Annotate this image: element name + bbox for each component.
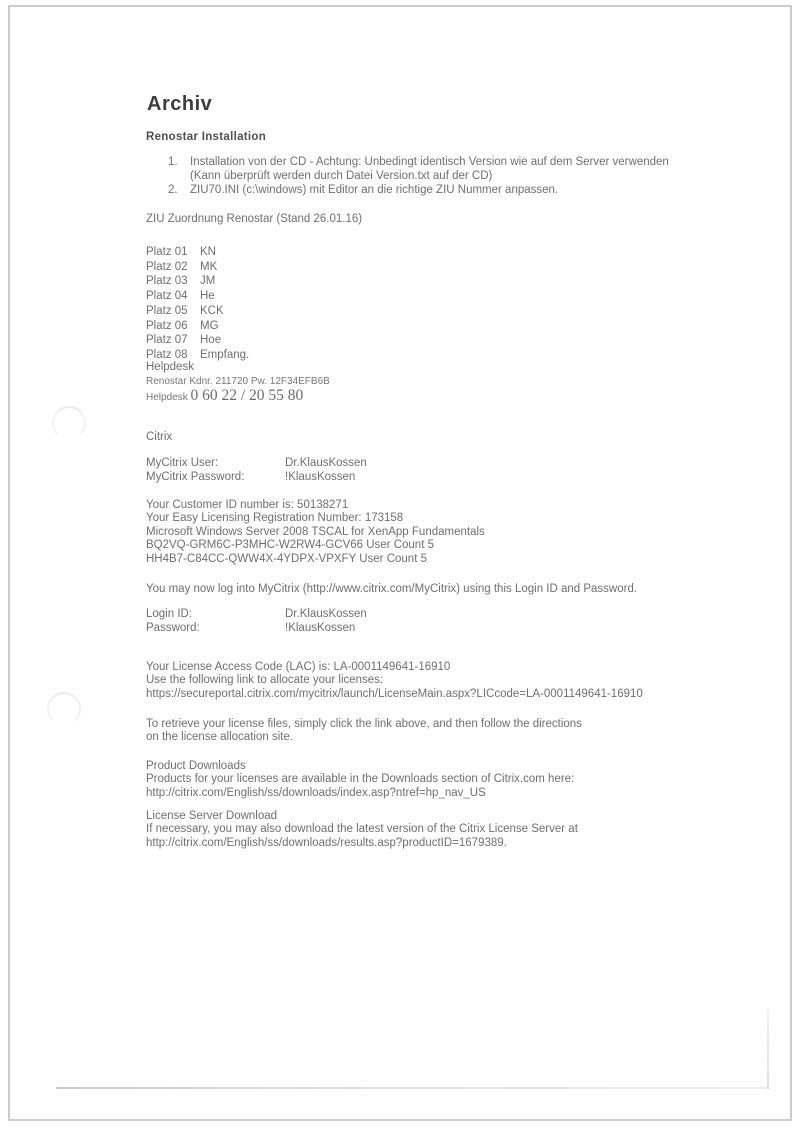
credential-value: Dr.KlausKossen (285, 457, 367, 469)
customer-info-block (146, 499, 485, 566)
credential-value: !KlausKossen (285, 621, 356, 634)
platz-row (146, 289, 249, 304)
credential-label: Login ID: (146, 608, 193, 620)
credential-label: Password: (146, 621, 200, 634)
step-number: 2. (168, 184, 178, 197)
login-credentials (146, 608, 367, 636)
lac-instruction-line: Use the following link to allocate your licenses: (146, 674, 384, 687)
license-server-block (146, 810, 578, 850)
credential-row (146, 622, 367, 636)
license-access-code-block (146, 661, 643, 701)
credential-label: MyCitrix Password: (146, 470, 245, 483)
retrieve-note-block (146, 718, 582, 745)
platz-table (146, 245, 249, 363)
platz-label: Platz 03 (146, 275, 188, 288)
platz-value: He (200, 290, 215, 303)
platz-row (146, 274, 249, 289)
ziu-assignment-heading: ZIU Zuordnung Renostar (Stand 26.01.16) (146, 213, 363, 225)
install-step (168, 183, 669, 197)
retrieve-note-line: To retrieve your license files, simply click the link above, and then follow the directions (146, 718, 582, 730)
step-text: ZIU70.INI (c:\windows) mit Editor an die richtige ZIU Nummer anpassen. (190, 184, 559, 197)
license-key-line: HH4B7-C84CC-QWW4X-4YDPX-VPXFY User Count 5 (146, 552, 427, 565)
citrix-section-title: Citrix (146, 431, 173, 443)
platz-value: MK (200, 260, 218, 273)
license-server-url: http://citrix.com/English/ss/downloads/results.asp?productID=1679389. (146, 836, 507, 849)
lac-line: Your License Access Code (LAC) is: LA-0001149641-16910 (146, 661, 451, 673)
step-number: 1. (168, 156, 178, 168)
platz-row (146, 304, 249, 319)
helpdesk-phone-number: 0 60 22 / 20 55 80 (190, 387, 304, 404)
step-text: (Kann überprüft werden durch Datei Version.txt auf der CD) (190, 170, 493, 183)
platz-label: Platz 04 (146, 290, 188, 303)
platz-row (146, 260, 249, 275)
helpdesk-title: Helpdesk (146, 361, 194, 373)
page-title: Archiv (147, 93, 213, 115)
credential-value: Dr.KlausKossen (285, 608, 367, 620)
license-server-text: If necessary, you may also download the latest version of the Citrix License Server at (146, 823, 578, 836)
license-allocation-url: https://secureportal.citrix.com/mycitrix/launch/LicenseMain.aspx?LICcode=LA-0001149641-16910 (146, 687, 643, 700)
license-key-line: BQ2VQ-GRM6C-P3MHC-W2RW4-GCV66 User Count 5 (146, 539, 434, 552)
platz-value: MG (200, 319, 219, 332)
credential-value: !KlausKossen (285, 470, 356, 483)
platz-label: Platz 02 (146, 260, 188, 273)
credential-label: MyCitrix User: (146, 457, 219, 469)
platz-row (146, 245, 249, 260)
install-steps-list (168, 155, 669, 198)
platz-label: Platz 06 (146, 319, 188, 332)
platz-label: Platz 07 (146, 334, 188, 347)
platz-label: Platz 08 (146, 348, 188, 361)
platz-value: JM (200, 275, 216, 288)
retrieve-note-line: on the license allocation site. (146, 731, 294, 744)
platz-row (146, 319, 249, 334)
login-note: You may now log into MyCitrix (http://www.citrix.com/MyCitrix) using this Login ID and Password. (146, 583, 638, 595)
platz-row (146, 333, 249, 348)
helpdesk-phone-line (146, 387, 303, 405)
helpdesk-phone-label: Helpdesk (146, 392, 191, 403)
mycitrix-credentials (146, 457, 367, 485)
product-downloads-title: Product Downloads (146, 760, 246, 772)
product-downloads-url: http://citrix.com/English/ss/downloads/index.asp?ntref=hp_nav_US (146, 786, 486, 799)
install-step-continuation (168, 169, 669, 183)
section-title-renostar-installation: Renostar Installation (146, 131, 267, 143)
credential-row (146, 471, 367, 485)
platz-value: KCK (200, 304, 224, 317)
platz-label: Platz 05 (146, 304, 188, 317)
product-downloads-block (146, 760, 574, 800)
platz-value: Empfang. (200, 348, 250, 361)
install-step (168, 155, 669, 169)
credential-row (146, 608, 367, 622)
platz-value: KN (200, 246, 216, 258)
step-text: Installation von der CD - Achtung: Unbedingt identisch Version wie auf dem Server verwenden (190, 156, 669, 168)
product-name-line: Microsoft Windows Server 2008 TSCAL for XenApp Fundamentals (146, 525, 485, 538)
platz-value: Hoe (200, 334, 222, 347)
product-downloads-text: Products for your licenses are available in the Downloads section of Citrix.com here: (146, 773, 575, 786)
platz-label: Platz 01 (146, 246, 188, 258)
credential-row (146, 457, 367, 471)
helpdesk-account-line: Renostar Kdnr. 211720 Pw. 12F34EFB6B (146, 376, 330, 387)
license-server-title: License Server Download (146, 810, 278, 822)
registration-number-line: Your Easy Licensing Registration Number: 173158 (146, 512, 404, 525)
customer-id-line: Your Customer ID number is: 50138271 (146, 499, 349, 511)
